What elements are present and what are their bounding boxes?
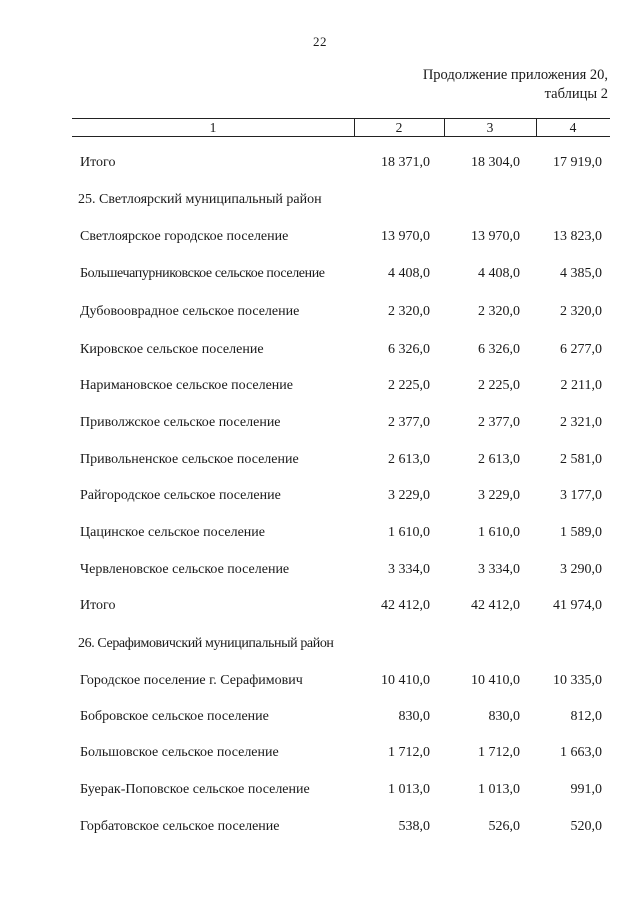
row-label: Светлоярское городское поселение: [80, 229, 289, 244]
row-label: Буерак-Поповское сельское поселение: [80, 782, 310, 797]
section-heading-row: [0, 633, 640, 655]
value-col-2: 538,0: [398, 819, 430, 834]
table-row: [0, 816, 640, 838]
header-col-3: 3: [486, 120, 494, 135]
value-col-2: 13 970,0: [381, 229, 430, 244]
value-col-4: 2 321,0: [560, 415, 602, 430]
table-row: [0, 339, 640, 361]
table-row: [0, 742, 640, 764]
table-row: [0, 670, 640, 692]
table-row: [0, 595, 640, 617]
value-col-4: 10 335,0: [553, 673, 602, 688]
value-col-3: 2 377,0: [478, 415, 520, 430]
row-label: Червленовское сельское поселение: [80, 562, 290, 577]
value-col-4: 6 277,0: [560, 342, 602, 357]
table-row: [0, 706, 640, 728]
table-row: [0, 522, 640, 544]
row-label: Городское поселение г. Серафимович: [80, 673, 303, 688]
row-label: Большечапурниковское сельское поселение: [80, 266, 325, 281]
row-label: Приволжское сельское поселение: [80, 415, 281, 430]
row-label: Райгородское сельское поселение: [80, 488, 281, 503]
table-row: [0, 485, 640, 507]
value-col-3: 42 412,0: [471, 598, 520, 613]
value-col-4: 2 320,0: [560, 304, 602, 319]
table-row: [0, 226, 640, 248]
value-col-4: 4 385,0: [560, 266, 602, 281]
row-label: Цацинское сельское поселение: [80, 525, 265, 540]
value-col-3: 830,0: [488, 709, 520, 724]
value-col-3: 18 304,0: [471, 155, 520, 170]
value-col-4: 812,0: [570, 709, 602, 724]
value-col-2: 4 408,0: [388, 266, 430, 281]
row-label: Итого: [80, 155, 116, 170]
caption-line-1: Продолжение приложения 20,: [422, 67, 608, 83]
section-title: 26. Серафимовичский муниципальный район: [78, 636, 334, 651]
caption-line-2: таблицы 2: [544, 86, 608, 102]
value-col-2: 18 371,0: [381, 155, 430, 170]
row-label: Кировское сельское поселение: [80, 342, 264, 357]
table-row: [0, 559, 640, 581]
value-col-2: 1 610,0: [388, 525, 430, 540]
value-col-3: 2 225,0: [478, 378, 520, 393]
value-col-3: 3 229,0: [478, 488, 520, 503]
table-row: [0, 412, 640, 434]
value-col-2: 3 334,0: [388, 562, 430, 577]
header-bottom-rule: [72, 136, 610, 137]
value-col-3: 3 334,0: [478, 562, 520, 577]
table-row: [0, 779, 640, 801]
row-label: Горбатовское сельское поселение: [80, 819, 280, 834]
row-label: Привольненское сельское поселение: [80, 452, 299, 467]
value-col-4: 3 290,0: [560, 562, 602, 577]
section-title: 25. Светлоярский муниципальный район: [78, 192, 322, 207]
table-row: [0, 449, 640, 471]
value-col-2: 42 412,0: [381, 598, 430, 613]
value-col-2: 2 377,0: [388, 415, 430, 430]
value-col-4: 1 589,0: [560, 525, 602, 540]
value-col-2: 830,0: [398, 709, 430, 724]
value-col-2: 2 613,0: [388, 452, 430, 467]
row-label: Большовское сельское поселение: [80, 745, 279, 760]
value-col-3: 526,0: [488, 819, 520, 834]
value-col-3: 10 410,0: [471, 673, 520, 688]
value-col-3: 1 013,0: [478, 782, 520, 797]
value-col-3: 1 712,0: [478, 745, 520, 760]
value-col-4: 520,0: [570, 819, 602, 834]
table-row: [0, 375, 640, 397]
value-col-4: 17 919,0: [553, 155, 602, 170]
value-col-3: 1 610,0: [478, 525, 520, 540]
row-label: Наримановское сельское поселение: [80, 378, 294, 393]
value-col-4: 13 823,0: [553, 229, 602, 244]
value-col-3: 2 613,0: [478, 452, 520, 467]
value-col-3: 6 326,0: [478, 342, 520, 357]
table-row: [0, 301, 640, 323]
value-col-2: 1 712,0: [388, 745, 430, 760]
value-col-3: 2 320,0: [478, 304, 520, 319]
value-col-4: 1 663,0: [560, 745, 602, 760]
row-label: Бобровское сельское поселение: [80, 709, 269, 724]
value-col-4: 3 177,0: [560, 488, 602, 503]
value-col-4: 2 211,0: [560, 378, 602, 393]
value-col-2: 2 225,0: [388, 378, 430, 393]
header-col-1: 1: [209, 120, 217, 135]
table-row: [0, 152, 640, 174]
table-caption: [423, 66, 608, 104]
table-row: [0, 263, 640, 285]
value-col-3: 13 970,0: [471, 229, 520, 244]
row-label: Дубовооврадное сельское поселение: [80, 304, 300, 319]
row-label: Итого: [80, 598, 116, 613]
page-number: 22: [313, 34, 327, 49]
value-col-2: 6 326,0: [388, 342, 430, 357]
header-col-2: 2: [395, 120, 403, 135]
value-col-4: 991,0: [570, 782, 602, 797]
table-header: [72, 119, 610, 136]
value-col-2: 2 320,0: [388, 304, 430, 319]
value-col-2: 3 229,0: [388, 488, 430, 503]
section-heading-row: [0, 189, 640, 211]
value-col-2: 10 410,0: [381, 673, 430, 688]
value-col-4: 2 581,0: [560, 452, 602, 467]
value-col-3: 4 408,0: [478, 266, 520, 281]
value-col-2: 1 013,0: [388, 782, 430, 797]
value-col-4: 41 974,0: [553, 598, 602, 613]
header-col-4: 4: [569, 120, 577, 135]
